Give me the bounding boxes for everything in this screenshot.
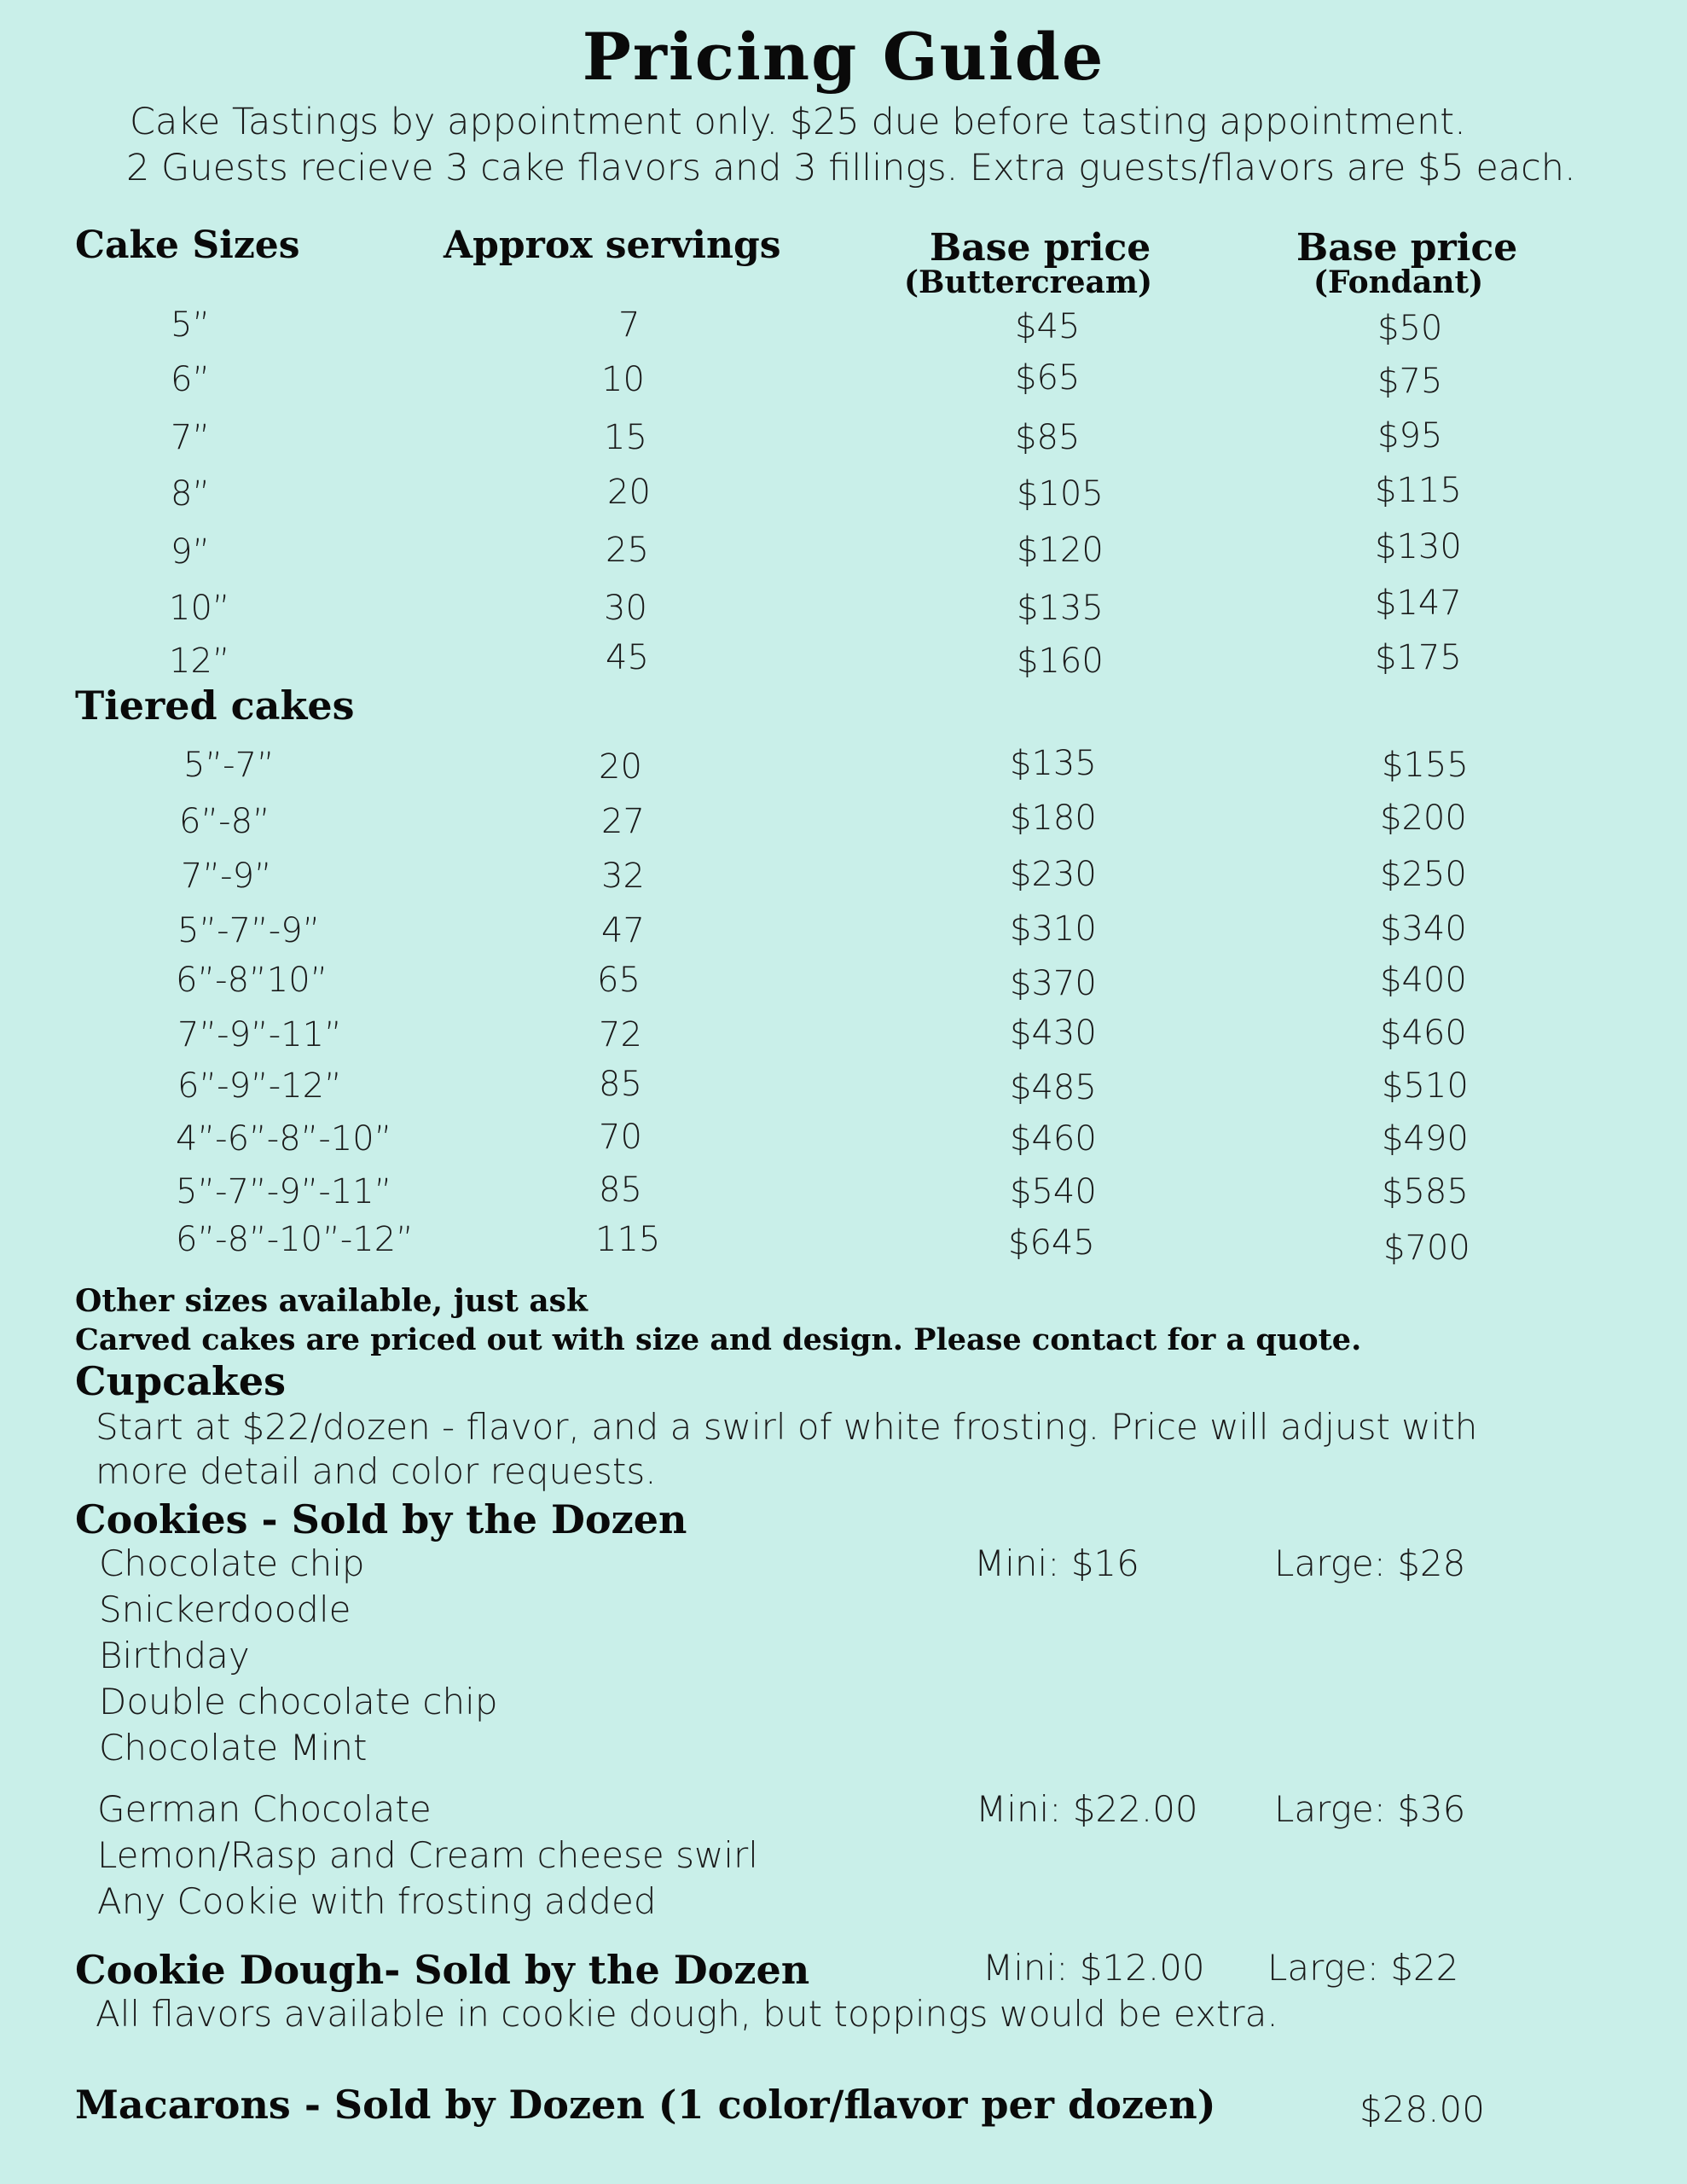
price-buttercream: $645 <box>1008 1223 1095 1263</box>
header-fondant-sub: (Fondant) <box>1313 264 1484 300</box>
tier-servings: 47 <box>601 911 645 950</box>
price-fondant: $585 <box>1382 1172 1469 1211</box>
price-buttercream: $180 <box>1010 799 1097 838</box>
price-fondant: $175 <box>1375 638 1462 677</box>
cookie-dough-heading: Cookie Dough- Sold by the Dozen <box>75 1947 810 1993</box>
tier-size: 4”-6”-8”-10” <box>176 1119 392 1159</box>
cookie-dough-mini-price: Mini: $12.00 <box>983 1947 1205 1989</box>
price-fondant: $460 <box>1380 1014 1467 1053</box>
tier-size: 6”-8”10” <box>176 961 328 1000</box>
tier-servings: 85 <box>599 1065 642 1104</box>
cupcakes-heading: Cupcakes <box>75 1358 287 1404</box>
price-fondant: $340 <box>1380 909 1467 949</box>
price-buttercream: $135 <box>1017 589 1104 628</box>
cookies-heading: Cookies - Sold by the Dozen <box>75 1496 687 1542</box>
cake-size: 9” <box>171 532 211 572</box>
price-fondant: $155 <box>1382 746 1469 785</box>
price-fondant: $400 <box>1380 961 1467 1000</box>
price-fondant: $115 <box>1375 471 1462 510</box>
price-buttercream: $120 <box>1017 531 1104 570</box>
price-buttercream: $135 <box>1010 744 1097 783</box>
macarons-price: $28.00 <box>1359 2088 1485 2130</box>
page-title: Pricing Guide <box>582 19 1105 95</box>
tier-servings: 27 <box>601 802 645 841</box>
header-base-price-fondant: Base price <box>1296 226 1518 270</box>
price-fondant: $200 <box>1380 799 1467 838</box>
list-item: Lemon/Rasp and Cream cheese swirl <box>97 1834 758 1876</box>
list-item: Double chocolate chip <box>99 1681 498 1722</box>
tier-servings: 70 <box>599 1118 642 1157</box>
header-cake-sizes: Cake Sizes <box>75 224 300 267</box>
tier-servings: 115 <box>595 1220 661 1259</box>
tier-servings: 72 <box>599 1015 642 1054</box>
price-buttercream: $310 <box>1010 909 1097 949</box>
tier-size: 7”-9”-11” <box>177 1015 342 1054</box>
cake-servings: 20 <box>607 473 651 512</box>
list-item: Any Cookie with frosting added <box>97 1880 657 1922</box>
price-buttercream: $430 <box>1010 1014 1097 1053</box>
note-other-sizes: Other sizes available, just ask <box>75 1283 588 1319</box>
cake-servings: 30 <box>604 589 647 628</box>
price-buttercream: $230 <box>1010 855 1097 894</box>
list-item: Snickerdoodle <box>99 1589 351 1630</box>
price-buttercream: $85 <box>1015 418 1081 457</box>
cake-size: 7” <box>171 418 211 457</box>
header-base-price-buttercream: Base price <box>930 226 1151 270</box>
price-buttercream: $45 <box>1015 307 1081 346</box>
cookie-large-price: Large: $28 <box>1274 1542 1466 1584</box>
list-item: German Chocolate <box>97 1788 432 1830</box>
cake-size: 6” <box>171 360 211 399</box>
cookie-large-price: Large: $36 <box>1274 1788 1466 1830</box>
list-item: Chocolate chip <box>99 1542 365 1584</box>
price-buttercream: $540 <box>1010 1172 1097 1211</box>
price-fondant: $510 <box>1382 1066 1469 1106</box>
price-fondant: $147 <box>1375 584 1462 623</box>
cookie-dough-large-price: Large: $22 <box>1267 1947 1459 1989</box>
cake-size: 5” <box>171 305 211 345</box>
list-item: Chocolate Mint <box>99 1727 368 1769</box>
price-fondant: $50 <box>1377 309 1443 348</box>
price-fondant: $95 <box>1377 416 1443 456</box>
cake-size: 12” <box>169 642 230 681</box>
cupcakes-line-1: Start at $22/dozen - flavor, and a swirl of white frosting. Price will adjust with <box>96 1406 1478 1448</box>
note-carved-cakes: Carved cakes are priced out with size and design. Please contact for a quote. <box>75 1322 1362 1357</box>
macarons-heading: Macarons - Sold by Dozen (1 color/flavor per dozen) <box>75 2082 1216 2128</box>
tier-size: 6”-9”-12” <box>177 1066 342 1106</box>
header-buttercream-sub: (Buttercream) <box>904 264 1153 300</box>
cake-size: 10” <box>169 589 230 628</box>
cake-servings: 15 <box>604 418 647 457</box>
tier-servings: 32 <box>601 857 645 896</box>
cake-servings: 7 <box>618 305 641 345</box>
price-fondant: $75 <box>1377 362 1443 401</box>
list-item: Birthday <box>99 1635 250 1676</box>
tier-size: 7”-9” <box>181 857 272 896</box>
price-buttercream: $370 <box>1010 964 1097 1003</box>
tier-size: 5”-7”-9” <box>177 911 321 950</box>
price-buttercream: $160 <box>1017 642 1104 681</box>
price-buttercream: $460 <box>1010 1119 1097 1159</box>
cookie-mini-price: Mini: $22.00 <box>976 1788 1198 1830</box>
price-fondant: $250 <box>1380 855 1467 894</box>
cake-servings: 25 <box>606 531 649 570</box>
cupcakes-line-2: more detail and color requests. <box>96 1450 657 1492</box>
intro-line-2: 2 Guests recieve 3 cake flavors and 3 fillings. Extra guests/flavors are $5 each. <box>126 147 1576 189</box>
cake-servings: 10 <box>601 360 645 399</box>
cookie-dough-note: All flavors available in cookie dough, but toppings would be extra. <box>96 1993 1278 2035</box>
cake-size: 8” <box>171 474 211 514</box>
tier-servings: 20 <box>599 747 642 787</box>
tier-size: 6”-8” <box>179 802 270 841</box>
cake-servings: 45 <box>606 638 649 677</box>
cookie-mini-price: Mini: $16 <box>974 1542 1139 1584</box>
tier-servings: 65 <box>597 961 641 1000</box>
tier-size: 6”-8”-10”-12” <box>176 1220 414 1259</box>
price-buttercream: $105 <box>1017 474 1104 514</box>
tier-size: 5”-7” <box>183 746 275 785</box>
tier-size: 5”-7”-9”-11” <box>176 1172 392 1211</box>
price-fondant: $490 <box>1382 1119 1469 1159</box>
price-fondant: $700 <box>1383 1228 1470 1268</box>
tiered-cakes-heading: Tiered cakes <box>75 682 355 729</box>
intro-line-1: Cake Tastings by appointment only. $25 due before tasting appointment. <box>130 101 1466 143</box>
price-fondant: $130 <box>1375 527 1462 566</box>
header-approx-servings: Approx servings <box>443 224 781 267</box>
tier-servings: 85 <box>599 1170 642 1210</box>
price-buttercream: $485 <box>1010 1068 1097 1107</box>
price-buttercream: $65 <box>1015 358 1081 398</box>
